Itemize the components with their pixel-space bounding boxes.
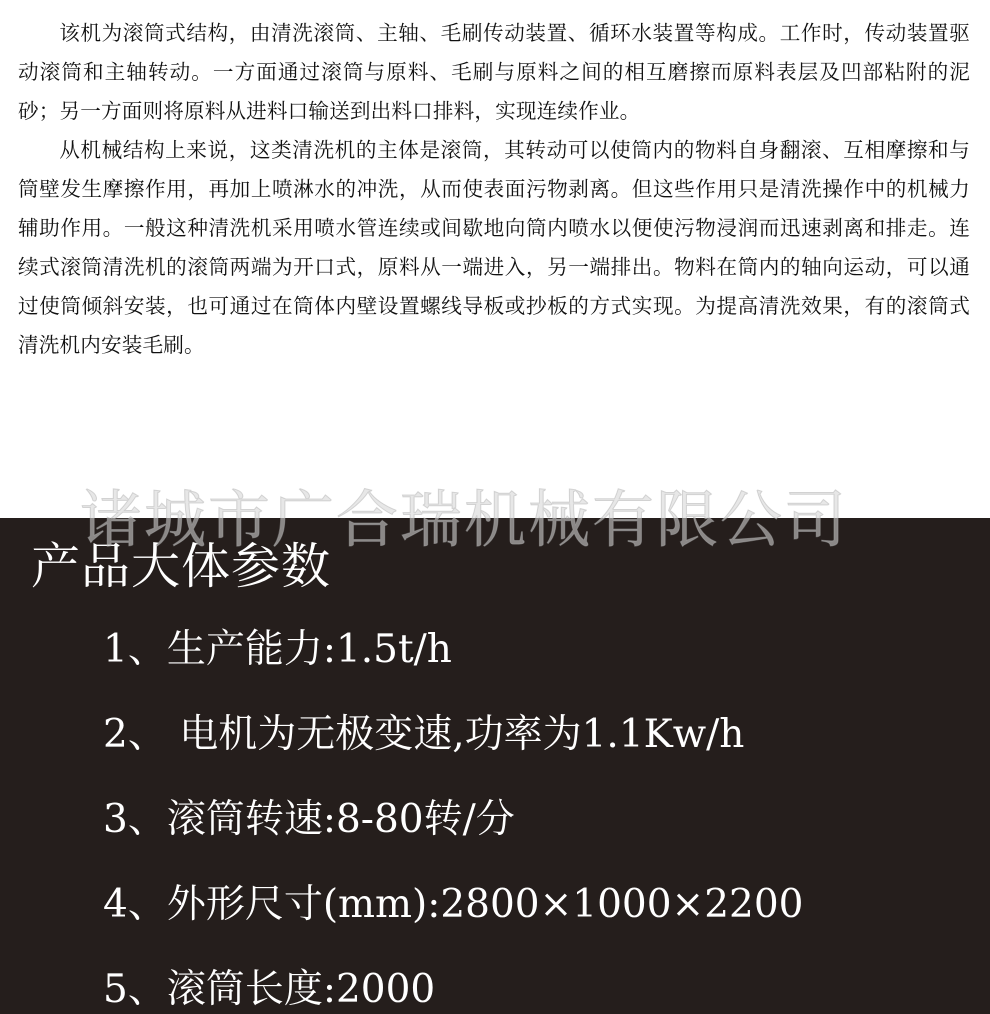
description-paragraph-2: 从机械结构上来说，这类清洗机的主体是滚筒，其转动可以使筒内的物料自身翻滚、互相摩擦和与筒壁发生摩擦作用，再加上喷淋水的冲洗，从而使表面污物剥离。但这些作用只是清洗操作中的机械力辅助作用。一般这种清洗机采用喷水管连续或间歇地向筒内喷水以便使污物浸润而迅速剥离和排走。连续式滚筒清洗机的滚筒两端为开口式，原料从一端进入，另一端排出。物料在筒内的轴向运动，可以通过使筒倾斜安装，也可通过在筒体内壁设置螺线导板或抄板的方式实现。为提高清洗效果，有的滚筒式清洗机内安装毛刷。: [18, 138, 970, 357]
parameter-production-capacity: 1、生产能力:1.5t/h: [103, 627, 452, 672]
parameter-drum-speed: 3、滚筒转速:8-80转/分: [103, 797, 515, 842]
parameter-list: [103, 620, 803, 1014]
parameters-title: 产品大体参数: [31, 538, 332, 595]
product-description-text: [18, 14, 970, 365]
parameter-dimensions: 4、外形尺寸(mm):2800×1000×2200: [103, 882, 804, 927]
parameter-drum-length: 5、滚筒长度:2000: [103, 967, 436, 1012]
product-parameters-section: [0, 518, 990, 1014]
company-watermark: 诸城市广合瑞机械有限公司: [80, 483, 849, 556]
description-paragraph-1: 该机为滚筒式结构，由清洗滚筒、主轴、毛刷传动装置、循环水装置等构成。工作时，传动装置驱动滚筒和主轴转动。一方面通过滚筒与原料、毛刷与原料之间的相互磨擦而原料表层及凹部粘附的泥砂；另一方面则将原料从进料口输送到出料口排料，实现连续作业。: [18, 21, 970, 123]
parameter-motor-power: 2、 电机为无极变速,功率为1.1Kw/h: [103, 712, 745, 757]
